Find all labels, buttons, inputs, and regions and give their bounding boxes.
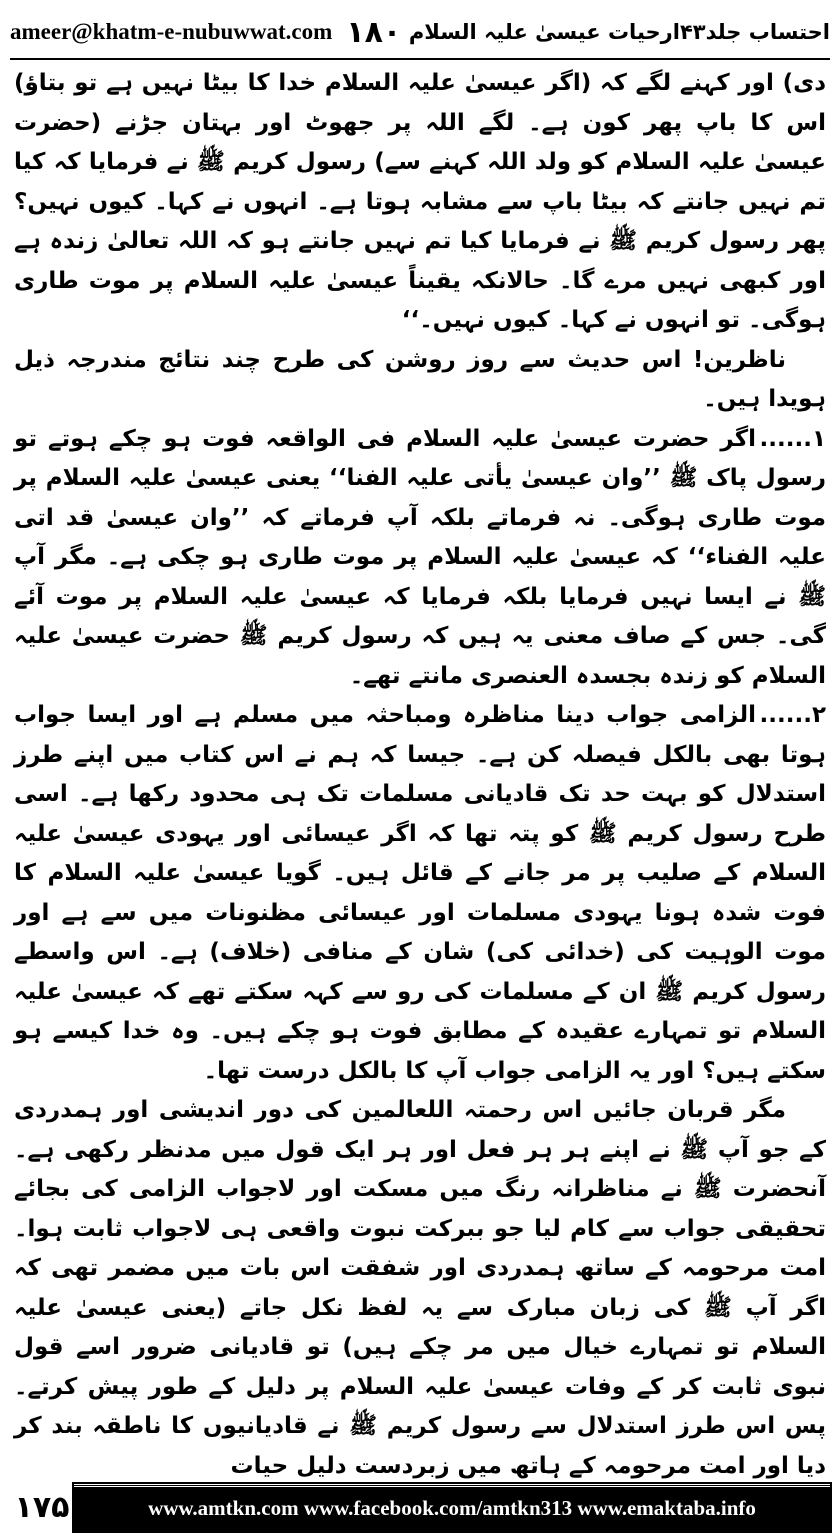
paragraph-3 — [14, 420, 826, 697]
paragraph-5: مگر قربان جائیں اس رحمتہ اللعالمین کی دور اندیشی اور ہمدردی کے جو آپ ﷺ نے اپنے ہر ہر فعل اور ہر ایک قول میں مدنظر رکھی ہے۔ آنحضرت ﷺ نے مناظرانہ رنگ میں مسکت اور لاجواب الزامی کی بجائے تحقیقی جواب سے کام لیا جو ببرکت نبوت واقعی ہی لاجواب ثابت ہوا۔ امت مرحومہ کے ساتھ ہمدردی اور شفقت اس بات میں مضمر تھی کہ اگر آپ ﷺ کی زبان مبارک سے یہ لفظ نکل جاتے (یعنی عیسیٰ علیہ السلام تو تمہارے خیال میں مر چکے ہیں) تو قادیانی ضرور اسے قول نبوی ثابت کر کے وفات عیسیٰ علیہ السلام پر دلیل کے طور پیش کرتے۔ پس اس طرز استدلال سے رسول کریم ﷺ نے قادیانیوں کا ناطقہ بند کر دیا اور امت مرحومہ کے ہاتھ میں زبردست دلیل حیات — [14, 1097, 826, 1479]
footer-links-bar — [74, 1484, 830, 1531]
header-left — [10, 15, 401, 50]
body-text — [14, 64, 826, 1479]
point-number-2: ۲...... — [759, 702, 826, 728]
paragraph-2: ناظرین! اس حدیث سے روز روشن کی طرح چند نتائج مندرجہ ذیل ہویدا ہیں۔ — [14, 346, 826, 412]
header-page-number: ۱۸۰ — [346, 14, 402, 50]
point-text-2: الزامی جواب دینا مناظرہ ومباحثہ میں مسلم ہے اور ایسا جواب ہوتا بھی بالکل فیصلہ کن ہے۔ جیسا کہ ہم نے اس کتاب میں اپنے طرز استدلال کو بہت حد تک قادیانی مسلمات تک ہی محدود رکھا ہے۔ اسی طرح رسول کریم ﷺ کو پتہ تھا کہ اگر عیسائی اور یہودی عیسیٰ علیہ السلام کے صلیب پر مر جانے کے قائل ہیں۔ گویا عیسیٰ علیہ السلام کا فوت شدہ ہونا یہودی مسلمات اور عیسائی مظنونات میں سے ہے اور موت الوہیت کی (خدائی کی) شان کے منافی (خلاف) ہے۔ اس واسطے رسول کریم ﷺ ان کے مسلمات کی رو سے کہہ سکتے تھے کہ عیسیٰ علیہ السلام تو تمہارے عقیدہ کے مطابق فوت ہو چکے ہیں۔ وہ خدا کیسے ہو سکتے ہیں؟ اور یہ الزامی جواب آپ کا بالکل درست تھا۔ — [14, 702, 826, 1084]
footer-links[interactable]: www.amtkn.com www.facebook.com/amtkn313 www.emaktaba.info — [148, 1496, 756, 1520]
footer-page-number: ۱۷۵ — [14, 1489, 70, 1525]
header-email: ameer@khatm-e-nubuwwat.com — [10, 19, 333, 44]
paragraph-4 — [14, 696, 826, 1091]
page-footer — [10, 1482, 830, 1532]
point-number-1: ۱...... — [759, 425, 826, 452]
header-title: احتساب جلد۴۳ارحیات عیسیٰ علیہ السلام — [408, 20, 830, 44]
point-text-1: اگر حضرت عیسیٰ علیہ السلام فی الواقعہ فوت ہو چکے ہوتے تو رسول پاک ﷺ ’’وان عیسیٰ یأتی علیہ الفنا‘‘ یعنی عیسیٰ علیہ السلام پر موت طاری ہوگی۔ نہ فرماتے بلکہ آپ فرماتے کہ ’’وان عیسیٰ قد اتی علیہ الفناء‘‘ کہ عیسیٰ علیہ السلام پر موت طاری ہو چکی ہے۔ مگر آپ ﷺ نے ایسا نہیں فرمایا بلکہ فرمایا کہ عیسیٰ علیہ السلام پر موت آئے گی۔ جس کے صاف معنی یہ ہیں کہ رسول کریم ﷺ حضرت عیسیٰ علیہ السلام کو زندہ بجسدہ العنصری مانتے تھے۔ — [14, 425, 826, 689]
page-header — [10, 6, 830, 60]
paragraph-1: دی) اور کہنے لگے کہ (اگر عیسیٰ علیہ السلام خدا کا بیٹا نہیں ہے تو بتاؤ) اس کا باپ پھر کون ہے۔ لگے اللہ پر جھوٹ اور بہتان جڑنے (حضرت عیسیٰ علیہ السلام کو ولد اللہ کہنے سے) رسول کریم ﷺ نے فرمایا کہ کیا تم نہیں جانتے کہ بیٹا باپ سے مشابہ ہوتا ہے۔ انہوں نے کہا۔ کیوں نہیں؟ پھر رسول کریم ﷺ نے فرمایا کیا تم نہیں جانتے ہو کہ اللہ تعالیٰ زندہ ہے اور کبھی نہیں مرے گا۔ حالانکہ یقیناً عیسیٰ علیہ السلام پر موت طاری ہوگی۔ تو انہوں نے کہا۔ کیوں نہیں۔‘‘ — [14, 70, 826, 333]
